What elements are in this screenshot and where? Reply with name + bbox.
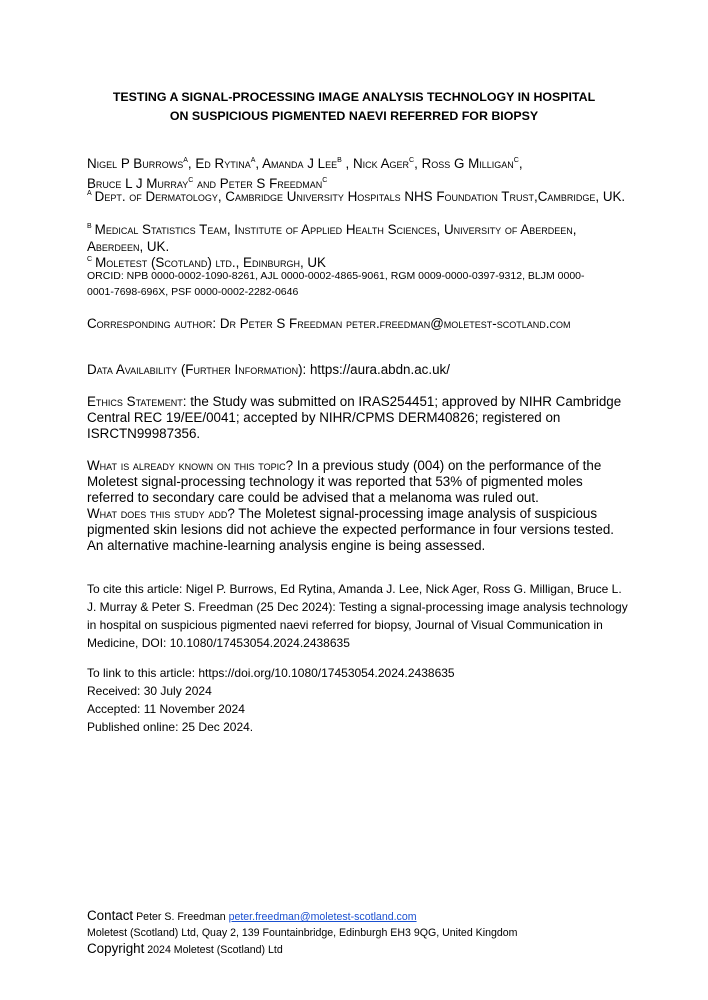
contact-name: Peter S. Freedman	[136, 911, 226, 923]
title-line-1: TESTING A SIGNAL-PROCESSING IMAGE ANALYSIS TECHNOLOGY IN HOSPITAL	[112, 90, 596, 104]
corresponding-text: Dr Peter S Freedman peter.freedman@moletest-scotland.com	[219, 316, 571, 331]
author-list: Nigel P Burrows$^A$, Ed Rytina$^A$, Amanda J Lee$^B$ , Nick Ager$^C$, Ross G Milligan$^C$, Bruce L J Murray$^C$ and Peter S Freedman$^C$	[87, 156, 523, 191]
author-affil-mark: C	[188, 177, 194, 184]
corresponding-author	[87, 316, 632, 332]
paper-title	[60, 88, 648, 126]
author-affil-mark: A	[183, 157, 188, 164]
footer	[87, 908, 647, 958]
orcid-ids: ORCID: NPB 0000-0002-1090-8261, AJL 0000-0002-4865-9061, RGM 0009-0000-0397-9312, BLJM 0000-0001-7698-696X, PSF 0000-0002-2282-0646	[87, 270, 585, 298]
affiliation-mark: A	[87, 190, 92, 197]
author-conjunction: and	[197, 176, 217, 191]
affiliation-text: Dept. of Dermatology, Cambridge University Hospitals NHS Foundation Trust,Cambridge, UK.	[94, 189, 626, 204]
affiliation-b	[87, 219, 627, 255]
data-availability-url[interactable]: https://aura.abdn.ac.uk/	[309, 362, 450, 377]
ethics-statement	[87, 394, 632, 443]
contact-label: Contact	[87, 908, 134, 923]
known-label: What is already known on this topic?	[87, 458, 294, 473]
copyright-text: 2024 Moletest (Scotland) Ltd	[147, 944, 283, 956]
ethics-label: Ethics Statement:	[87, 394, 187, 409]
title-line-2: ON SUSPICIOUS PIGMENTED NAEVI REFERRED FOR BIOPSY	[169, 109, 539, 123]
author-name: Nick Ager	[352, 156, 410, 171]
received-date: Received: 30 July 2024	[87, 684, 212, 698]
adds-label: What does this study add?	[87, 506, 235, 521]
study-adds	[87, 506, 632, 555]
footer-address: Moletest (Scotland) Ltd, Quay 2, 139 Fountainbridge, Edinburgh EH3 9QG, United Kingdom	[87, 927, 518, 939]
adds-text: The Moletest signal-processing image analysis of suspicious pigmented skin lesions did not achieve the expected performance in four versions tested. An alternative machine-learning analysis engine is being assessed.	[87, 506, 615, 554]
author-affil-mark: B	[337, 157, 342, 164]
affiliation-a	[87, 186, 627, 206]
known-text: In a previous study (004) on the performance of the Moletest signal-processing technology it was reported that 53% of pigmented moles referred to secondary care could be advised that a melanoma was ruled out.	[87, 458, 602, 506]
affiliation-text: Moletest (Scotland) ltd., Edinburgh, UK	[95, 255, 326, 270]
citation: To cite this article: Nigel P. Burrows, Ed Rytina, Amanda J. Lee, Nick Ager, Ross G. Milligan, Bruce L. J. Murray & Peter S. Freedman (25 Dec 2024): Testing a signal-processing image analysis technology in hospital on suspicious pigmented naevi referred for biopsy, Journal of Visual Communication in Medicine, DOI: 10.1080/17453054.2024.2438635	[87, 582, 628, 650]
footer-copyright	[87, 941, 647, 958]
author-affil-mark: C	[409, 157, 415, 164]
author-affil-mark: A	[250, 157, 256, 164]
affiliation-text: Medical Statistics Team, Institute of Applied Health Sciences, University of Aberdeen, Aberdeen, UK.	[87, 222, 577, 254]
published-date: Published online: 25 Dec 2024.	[87, 720, 254, 734]
contact-email-link[interactable]: peter.freedman@moletest-scotland.com	[228, 911, 417, 923]
author-name: Ed Rytina	[195, 156, 251, 171]
link-to-article: To link to this article: https://doi.org/10.1080/17453054.2024.2438635	[87, 666, 455, 680]
author-name: Nigel P Burrows	[87, 156, 184, 171]
author-name: Bruce L J Murray	[87, 176, 189, 191]
author-name: Amanda J Lee	[262, 156, 338, 171]
accepted-date: Accepted: 11 November 2024	[87, 702, 245, 716]
corresponding-label: Corresponding author:	[87, 316, 217, 331]
author-affil-mark: C	[513, 157, 519, 164]
copyright-label: Copyright	[87, 941, 145, 956]
data-availability-label: Data Availability (Further Information):	[87, 362, 307, 377]
author-name: Peter S Freedman	[219, 176, 323, 191]
publication-info	[87, 664, 632, 736]
affiliation-mark: B	[87, 223, 92, 230]
author-name: Ross G Milligan	[421, 156, 514, 171]
ethics-text: the Study was submitted on IRAS254451; approved by NIHR Cambridge Central REC 19/EE/0041; accepted by NIHR/CPMS DERM40826; registered on ISRCTN99987356.	[87, 394, 622, 442]
data-availability	[87, 362, 632, 378]
affiliation-mark: C	[87, 256, 93, 263]
author-affil-mark: C	[322, 177, 328, 184]
known-topic	[87, 458, 632, 507]
footer-contact	[87, 908, 647, 925]
